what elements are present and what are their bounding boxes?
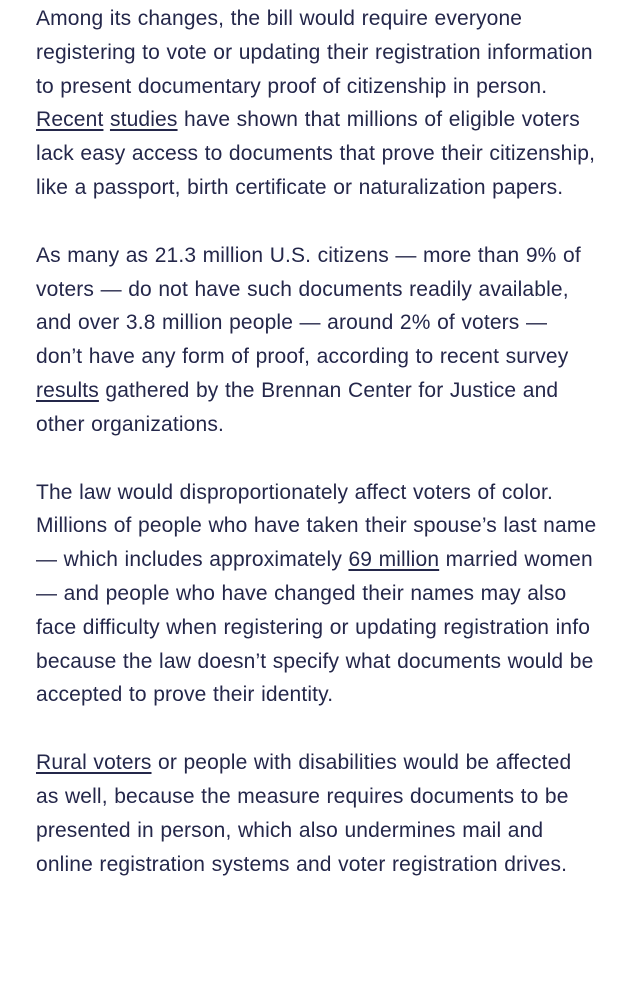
rural-voters-link[interactable]: Rural voters	[36, 751, 152, 775]
paragraph-disproportionate-impact	[36, 476, 599, 713]
paragraph-text: have shown that millions of eligible voters lack easy access to documents that prove their citizenship, like a passport, birth certificate or naturalization papers.	[36, 108, 596, 199]
paragraph-documentary-proof	[36, 2, 599, 205]
paragraph-text: or people with disabilities would be affected as well, because the measure requires documents to be presented in person, which also undermines mail and online registration systems and voter registration drives.	[36, 751, 572, 876]
paragraph-rural-voters	[36, 746, 599, 881]
paragraph-text: married women — and people who have changed their names may also face difficulty when registering or updating registration info because the law doesn’t specify what documents would be accepted to prove their identity.	[36, 548, 594, 707]
paragraph-text: Among its changes, the bill would require everyone registering to vote or updating their registration information to present documentary proof of citizenship in person.	[36, 7, 593, 98]
recent-link[interactable]: Recent	[36, 108, 104, 132]
69-million-link[interactable]: 69 million	[348, 548, 440, 572]
paragraph-text: The law would disproportionately affect voters of color. Millions of people who have taken their spouse’s last name — which includes approximately	[36, 480, 597, 572]
paragraph-text: As many as 21.3 million U.S. citizens — more than 9% of voters — do not have such documents readily available, and over 3.8 million people — around 2% of voters — don’t have any form of proof, according to recent survey	[36, 243, 581, 369]
results-link[interactable]: results	[36, 378, 99, 402]
paragraph-citizen-statistics	[36, 239, 599, 442]
studies-link[interactable]: studies	[109, 108, 178, 132]
paragraph-text: gathered by the Brennan Center for Justice and other organizations.	[36, 378, 559, 436]
